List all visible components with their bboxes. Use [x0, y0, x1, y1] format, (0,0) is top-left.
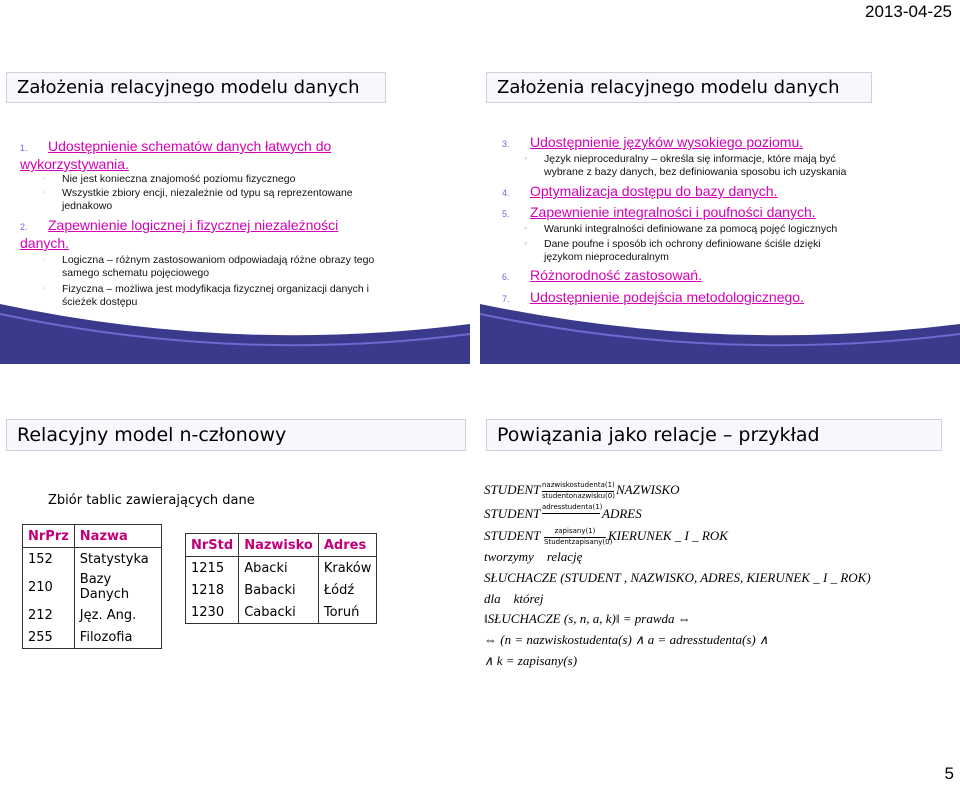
item-number: 6.: [502, 272, 510, 282]
list-item: Zapewnienie integralności i poufności danych.: [530, 204, 816, 220]
formula-right: KIERUNEK _ I _ ROK: [608, 528, 728, 543]
formula-line: tworzymy relację: [484, 549, 583, 564]
formula-right: ADRES: [602, 506, 642, 521]
relation-arrow: [542, 513, 600, 514]
sub-item: Nie jest konieczna znajomość poziomu fizycznego: [62, 173, 296, 185]
slide-1: [0, 68, 470, 364]
bullet-icon: ◦: [524, 223, 528, 233]
table-header: NrStd: [186, 534, 239, 557]
slide-4: [480, 415, 960, 715]
sub-item: Wszystkie zbiory encji, niezależnie od typu są reprezentowane jednakowo: [62, 187, 353, 212]
sub-item: Fizyczna – możliwa jest modyfikacja fizycznej organizacji danych i ścieżek dostępu: [62, 283, 369, 308]
item-number: 1.: [20, 143, 28, 153]
table-caption: Zbiór tablic zawierających dane: [48, 493, 255, 508]
item-number: 4.: [502, 188, 510, 198]
list-item: Zapewnienie logicznej i fizycznej niezależności danych.: [20, 217, 339, 251]
bullet-icon: ◦: [42, 173, 46, 183]
slide-wave-decoration: [0, 304, 470, 364]
item-number: 3.: [502, 139, 510, 149]
formula-line: dla której: [484, 591, 544, 606]
table-przedmioty: [22, 524, 162, 649]
formula-line: ∧ k = zapisany(s): [484, 653, 578, 668]
formula-label: zapisany(1): [554, 527, 596, 535]
table-row: 1230 Cabacki Toruń: [186, 601, 377, 624]
formula-label: nazwiskostudenta(1): [542, 481, 615, 489]
item-number: 7.: [502, 294, 510, 304]
list-item: Udostępnienie podejścia metodologicznego.: [530, 289, 804, 305]
formula-right: NAZWISKO: [616, 482, 680, 497]
bullet-icon: ◦: [42, 254, 46, 264]
table-row: 1218 Babacki Łódź: [186, 579, 377, 601]
sub-item: Warunki integralności definiowane za pomocą pojęć logicznych: [544, 223, 838, 235]
table-row: 1215 Abacki Kraków: [186, 557, 377, 580]
table-header: Nazwisko: [239, 534, 319, 557]
bullet-icon: ◦: [524, 153, 528, 163]
item-number: 5.: [502, 209, 510, 219]
table-header: Adres: [318, 534, 377, 557]
sub-item: Język nieproceduralny – określa się informacje, które mają być wybrane z bazy danych, bez definiowania sposobu ich uzyskania: [544, 153, 847, 178]
formula-line: ‖SŁUCHACZE (s, n, a, k)‖ = prawda ⇔: [484, 611, 691, 626]
table-row: 255 Filozofia: [23, 626, 162, 649]
list-item: Udostępnienie języków wysokiego poziomu.: [530, 134, 804, 150]
list-item: Udostępnienie schematów danych łatwych do wykorzystywania.: [20, 138, 332, 172]
bullet-icon: ◦: [524, 238, 528, 248]
formula-line: ⇔ (n = nazwiskostudenta(s) ∧ a = adresstudenta(s) ∧: [484, 632, 769, 647]
item-number: 2.: [20, 222, 28, 232]
page-number: 5: [944, 764, 954, 783]
table-studenci: [185, 533, 377, 624]
bullet-icon: ◦: [42, 283, 46, 293]
formula-label: Studentzapisany(0): [544, 538, 613, 546]
formula-left: STUDENT: [484, 506, 541, 521]
formula-line: SŁUCHACZE (STUDENT , NAZWISKO, ADRES, KIERUNEK _ I _ ROK): [484, 570, 871, 585]
table-header: NrPrz: [23, 525, 75, 548]
table-header: Nazwa: [74, 525, 161, 548]
slide-title: Założenia relacyjnego modelu danych: [486, 72, 872, 103]
sub-item: Logiczna – różnym zastosowaniom odpowiadają różne obrazy tego samego schematu pojęciowego: [62, 254, 375, 279]
formula-label: studentonazwisku(0): [542, 492, 615, 500]
list-item: Różnorodność zastosowań.: [530, 267, 702, 283]
slide-title: Powiązania jako relacje – przykład: [486, 419, 942, 451]
slide-2: [480, 68, 960, 364]
slide-2-list: [502, 134, 862, 307]
formula-label: adresstudenta(1): [542, 503, 603, 511]
slide-wave-decoration: [480, 304, 960, 364]
table-row: 212 Jęz. Ang.: [23, 604, 162, 626]
formula-left: STUDENT: [484, 528, 541, 543]
slide-title: Założenia relacyjnego modelu danych: [6, 72, 386, 103]
print-date: 2013-04-25: [865, 2, 952, 21]
slide-3: [0, 415, 470, 715]
slide-1-list: [20, 138, 380, 310]
bullet-icon: ◦: [42, 187, 46, 197]
formula-left: STUDENT: [484, 482, 541, 497]
table-row: 210 Bazy Danych: [23, 570, 162, 604]
list-item: Optymalizacja dostępu do bazy danych.: [530, 183, 778, 199]
sub-item: Dane poufne i sposób ich ochrony definiowane ściśle dzięki językom nieproceduralnym: [544, 238, 821, 263]
table-row: 152 Statystyka: [23, 548, 162, 571]
slide-title: Relacyjny model n-członowy: [6, 419, 466, 451]
